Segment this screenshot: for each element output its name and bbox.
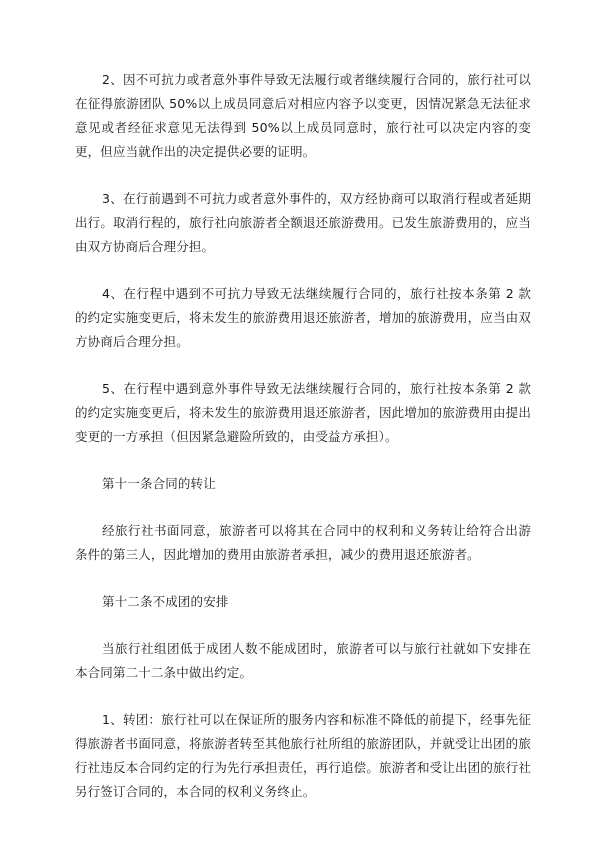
document-body	[75, 68, 531, 827]
clause-paragraph-3: 3、在行前遇到不可抗力或者意外事件的，双方经协商可以取消行程或者延期出行。取消行程的，旅行社向旅游者全额退还旅游费用。已发生旅游费用的，应当由双方协商后合理分担。	[75, 191, 531, 254]
section-12-item-1-paragraph: 1、转团：旅行社可以在保证所的服务内容和标准不降低的前提下，经事先征得旅游者书面同意，将旅游者转至其他旅行社所组的旅游团队，并就受让出团的旅行社违反本合同约定的行为先行承担责任，再行追偿。旅游者和受让出团的旅行社另行签订合同的，本合同的权利义务终止。	[75, 712, 531, 799]
section-heading-11: 第十一条合同的转让	[102, 476, 216, 491]
section-12-intro-paragraph: 当旅行社组团低于成团人数不能成团时，旅游者可以与旅行社就如下安排在本合同第二十二条中做出约定。	[75, 641, 531, 680]
section-11-paragraph: 经旅行社书面同意，旅游者可以将其在合同中的权利和义务转让给符合出游条件的第三人，因此增加的费用由旅游者承担，减少的费用退还旅游者。	[75, 523, 531, 562]
clause-paragraph-2: 2、因不可抗力或者意外事件导致无法履行或者继续履行合同的，旅行社可以在征得旅游团队 50%以上成员同意后对相应内容予以变更，因情况紧急无法征求意见或者经征求意见无法得到 50%以上成员同意时，旅行社可以决定内容的变更，但应当就作出的决定提供必要的证明。	[75, 72, 531, 159]
section-heading-12: 第十二条不成团的安排	[102, 594, 229, 609]
clause-paragraph-4: 4、在行程中遇到不可抗力导致无法继续履行合同的，旅行社按本条第 2 款的约定实施变更后，将未发生的旅游费用退还旅游者，增加的旅游费用，应当由双方协商后合理分担。	[75, 286, 531, 349]
clause-paragraph-5: 5、在行程中遇到意外事件导致无法继续履行合同的，旅行社按本条第 2 款的约定实施变更后，将未发生的旅游费用退还旅游者，因此增加的旅游费用由提出变更的一方承担（但因紧急避险所致的，由受益方承担）。	[75, 381, 531, 444]
